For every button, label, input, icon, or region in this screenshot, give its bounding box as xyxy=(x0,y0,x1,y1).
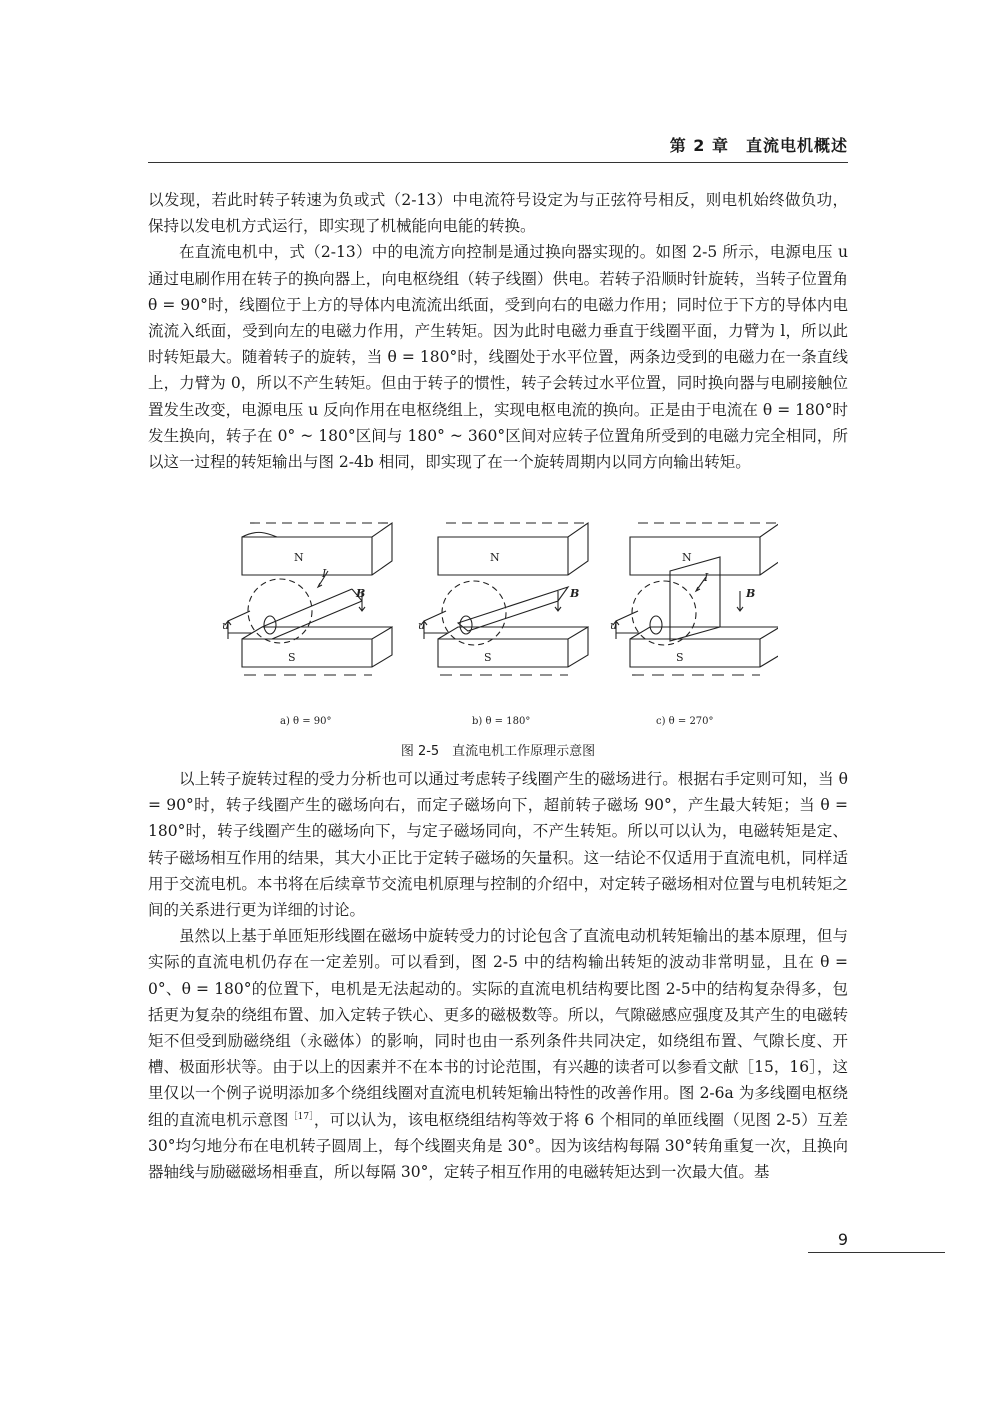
panel-a xyxy=(225,523,392,675)
text-block-top xyxy=(148,187,848,475)
panel-c-field-label: B xyxy=(746,587,756,600)
panel-a-voltage-label: u xyxy=(222,619,230,632)
chapter-header: 第 2 章 直流电机概述 xyxy=(669,136,848,155)
panel-b xyxy=(421,523,588,675)
paragraph-multi-coil xyxy=(148,923,848,1185)
page-number: 9 xyxy=(837,1230,848,1249)
footer-rule xyxy=(808,1252,945,1253)
panel-b-south-label: S xyxy=(484,651,492,664)
panel-a-south-label: S xyxy=(288,651,296,664)
paragraph-multi-coil-part-b: ，可以认为，该电枢绕组结构等效于将 6 个相同的单匝线圈（见图 2-5）互差 30°均匀地分布在电机转子圆周上，每个线圈夹角是 30°。因为该结构每隔 30°转角重复一次，且换向器轴线与励磁磁场相垂直，所以每隔 30°，定转子相互作用的电磁转矩达到一次最大值。基 xyxy=(148,1110,848,1182)
panel-a-caption: a) θ = 90° xyxy=(280,716,332,727)
panel-a-current-label: I xyxy=(322,567,327,580)
panel-b-voltage-label: u xyxy=(418,619,426,632)
panel-c-voltage-label: u xyxy=(610,619,618,632)
panel-a-north-label: N xyxy=(294,551,304,564)
paragraph-commutator: 在直流电机中，式（2-13）中的电流方向控制是通过换向器实现的。如图 2-5 所示，电源电压 u 通过电刷作用在转子的换向器上，向电枢绕组（转子线圈）供电。若转子沿顺时针旋转，当转子位置角 θ = 90°时，线圈位于上方的导体内电流流出纸面，受到向右的电磁力作用；同时位于下方的导体内电流流入纸面，受到向左的电磁力作用，产生转矩。因为此时电磁力垂直于线圈平面，力臂为 l，所以此时转矩最大。随着转子的旋转，当 θ = 180°时，线圈处于水平位置，两条边受到的电磁力在一条直线上，力臂为 0，所以不产生转矩。但由于转子的惯性，转子会转过水平位置，同时换向器与电刷接触位置发生改变，电源电压 u 反向作用在电枢绕组上，实现电枢电流的换向。正是由于电流在 θ = 180°时发生换向，转子在 0° ~ 180°区间与 180° ~ 360°区间对应转子位置角所受到的电磁力完全相同，所以这一过程的转矩输出与图 2-4b 相同，即实现了在一个旋转周期内以同方向输出转矩。 xyxy=(148,243,848,472)
paragraph-field: 以上转子旋转过程的受力分析也可以通过考虑转子线圈产生的磁场进行。根据右手定则可知，当 θ = 90°时，转子线圈产生的磁场向右，而定子磁场向下，超前转子磁场 90°，产生最大转矩；当 θ = 180°时，转子线圈产生的磁场向下，与定子磁场同向，不产生转矩。所以可以认为，电磁转矩是定、转子磁场相互作用的结果，其大小正比于定转子磁场的矢量积。这一结论不仅适用于直流电机，同样适用于交流电机。本书将在后续章节交流电机原理与控制的介绍中，对定转子磁场相对位置与电机转矩之间的关系进行更为详细的讨论。 xyxy=(148,770,848,920)
paragraph-multi-coil-part-a: 虽然以上基于单匝矩形线圈在磁场中旋转受力的讨论包含了直流电动机转矩输出的基本原理，但与实际的直流电机仍存在一定差别。可以看到，图 2-5 中的结构输出转矩的波动非常明显，且在 θ = 0°、θ = 180°的位置下，电机是无法起动的。实际的直流电机结构要比图 2-5中的结构复杂得多，包括更为复杂的绕组布置、加入定转子铁心、更多的磁极数等。所以，气隙磁感应强度及其产生的电磁转矩不但受到励磁绕组（永磁体）的影响，同时也由一系列条件共同决定，如绕组布置、气隙长度、开槽、极面形状等。由于以上的因素并不在本书的讨论范围，有兴趣的读者可以参看文献［15，16］，这里仅以一个例子说明添加多个绕组线圈对直流电机转矩输出特性的改善作用。图 2-6a 为多线圈电枢绕组的直流电机示意图 xyxy=(148,927,848,1129)
panel-b-caption: b) θ = 180° xyxy=(472,716,531,727)
panel-c-caption: c) θ = 270° xyxy=(656,716,714,727)
figure-caption: 图 2-5 直流电机工作原理示意图 xyxy=(400,744,596,759)
citation-superscript: ［17］ xyxy=(288,1111,314,1122)
panel-c-south-label: S xyxy=(676,651,684,664)
panel-c-north-label: N xyxy=(682,551,692,564)
panel-c-current-label: I xyxy=(704,571,709,584)
paragraph-continued: 以发现，若此时转子转速为负或式（2-13）中电流符号设定为与正弦符号相反，则电机始终做负功，保持以发电机方式运行，即实现了机械能向电能的转换。 xyxy=(148,191,848,236)
panel-b-field-label: B xyxy=(570,587,580,600)
header-rule xyxy=(148,162,848,163)
panel-b-north-label: N xyxy=(490,551,500,564)
text-block-bottom xyxy=(148,766,848,1185)
panel-a-field-label: B xyxy=(356,587,366,600)
figure-2-5 xyxy=(222,515,778,730)
